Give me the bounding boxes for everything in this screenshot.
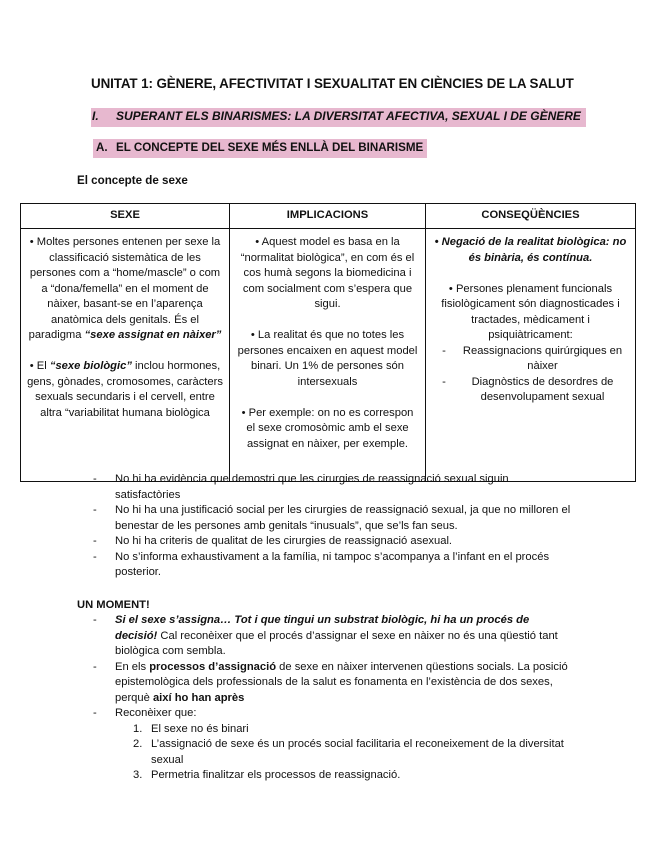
sexe-p2-lead: • El bbox=[29, 360, 50, 372]
moment-emphasis: Si el sexe s’assigna… Tot i que tingui un substrat biològic, hi ha un procés de decisió! bbox=[115, 614, 530, 642]
sexe-paragraph-2 bbox=[27, 359, 223, 421]
moment-bold: així ho han après bbox=[152, 691, 245, 704]
subsection-label: EL CONCEPTE DEL SEXE MÉS ENLLÀ DEL BINARISME bbox=[116, 141, 424, 154]
list-item-text: No hi ha una justificació social per les cirurgies de reassignació sexual, ja que no milloren el benestar de les persones amb genitals “inusuals”, que se’ls fan seus. bbox=[115, 504, 571, 532]
numbered-item bbox=[133, 737, 573, 768]
item-number: 2. bbox=[133, 738, 143, 750]
sexe-p2-text: inclou hormones, gens, gònades, cromosomes, caràcters sexuals secundaris i el cervell, entre altra “variabilitat humana biològica bbox=[27, 360, 223, 419]
list-item bbox=[93, 613, 573, 660]
numbered-item-text: Permetria finalitzar els processos de reassignació. bbox=[151, 769, 401, 781]
surgery-evidence-list bbox=[93, 472, 573, 581]
header-implicacions: IMPLICACIONS bbox=[230, 204, 426, 229]
dash-marker: - bbox=[442, 375, 446, 388]
list-item-text: Reconèixer que: bbox=[115, 707, 197, 719]
sexe-p1-emphasis: “sexe assignat en nàixer” bbox=[84, 329, 222, 341]
dash-marker: - bbox=[93, 614, 97, 626]
subsection-heading bbox=[93, 139, 427, 158]
impl-paragraph-1: • Aquest model es basa en la “normalitat biològica”, en com és el cos humà segons la biomedicina i com socialment com s’espera que sigui. bbox=[240, 236, 415, 310]
dash-marker: - bbox=[93, 473, 97, 485]
dash-marker: - bbox=[93, 707, 97, 719]
moment-bold: processos d’assignació bbox=[149, 660, 277, 673]
list-item bbox=[93, 472, 573, 503]
cons-dash-text: Reassignacions quirúrgiques en nàixer bbox=[462, 344, 623, 372]
moment-heading: UN MOMENT! bbox=[77, 599, 150, 611]
list-item-text: No hi ha criteris de qualitat de les cirurgies de reassignació asexual. bbox=[115, 535, 453, 547]
dash-marker: - bbox=[93, 504, 97, 516]
header-sexe: SEXE bbox=[21, 204, 230, 229]
cons-dash-text: Diagnòstics de desordres de desenvolupament sexual bbox=[471, 375, 614, 403]
cons-paragraph-2: • Persones plenament funcionals fisiològicament són diagnosticades i tractades, mèdicament i psiquiàtricament: bbox=[441, 282, 620, 341]
list-item-text: No s’informa exhaustivament a la família, ni tampoc s’acompanya a l’infant en el procés posterior. bbox=[115, 550, 550, 578]
list-item bbox=[93, 660, 573, 707]
numbered-item bbox=[133, 768, 573, 784]
numbered-list bbox=[133, 722, 573, 784]
section-number: I. bbox=[92, 109, 99, 123]
concept-subheading: El concepte de sexe bbox=[77, 174, 188, 187]
table-header-row bbox=[21, 204, 636, 229]
impl-paragraph-3: • Per exemple: on no es correspon el sexe cromosòmic amb el sexe assignat en nàixer, per exemple. bbox=[241, 406, 414, 450]
numbered-item-text: L’assignació de sexe és un procés social facilitaria el reconeixement de la diversitat sexual bbox=[151, 738, 564, 766]
cons-paragraph-1: • Negació de la realitat biològica: no és binària, és contínua. bbox=[434, 236, 627, 264]
dash-marker: - bbox=[93, 550, 97, 563]
dash-marker: - bbox=[93, 660, 97, 673]
moment-list bbox=[93, 613, 573, 784]
page-title: UNITAT 1: GÈNERE, AFECTIVITAT I SEXUALITAT EN CIÈNCIES DE LA SALUT bbox=[91, 76, 574, 91]
concept-table bbox=[20, 203, 636, 482]
cell-implicacions bbox=[230, 229, 426, 482]
section-heading bbox=[91, 108, 586, 127]
moment-text: En els bbox=[115, 660, 150, 673]
list-item bbox=[93, 503, 573, 534]
list-item bbox=[93, 534, 573, 550]
sexe-paragraph-1 bbox=[27, 235, 223, 344]
cons-dash-item bbox=[432, 375, 629, 406]
list-item-text: No hi ha evidència que demostri que les cirurgies de reassignació sexual siguin satisfactòries bbox=[115, 473, 509, 501]
cell-consequencies bbox=[426, 229, 636, 482]
dash-marker: - bbox=[442, 344, 446, 357]
sexe-p1-text: • Moltes persones entenen per sexe la classificació sistemàtica de les persones com a “home/mascle” o com a “dona/femella” en el moment de nàixer, basant-se en l’aparença anatòmica dels genitals. És el paradigma bbox=[28, 236, 221, 341]
numbered-item-text: El sexe no és binari bbox=[151, 722, 249, 735]
section-label: SUPERANT ELS BINARISMES: LA DIVERSITAT AFECTIVA, SEXUAL I DE GÈNERE bbox=[116, 109, 581, 123]
item-number: 1. bbox=[133, 722, 143, 735]
moment-text: de sexe en nàixer intervenen qüestions socials. La posició epistemològica dels professionals de la salut es fonamenta en l’existència de dos sexes, perquè bbox=[115, 660, 568, 704]
numbered-item bbox=[133, 722, 573, 738]
cell-sexe bbox=[21, 229, 230, 482]
moment-text: Cal reconèixer que el procés d’assignar el sexe en nàixer no és una qüestió tant biològica com sembla. bbox=[115, 629, 558, 657]
subsection-number: A. bbox=[96, 141, 108, 154]
sexe-p2-emphasis: “sexe biològic” bbox=[49, 360, 132, 372]
header-consequencies: CONSEQÜÈNCIES bbox=[426, 204, 636, 229]
item-number: 3. bbox=[133, 769, 143, 781]
table-row bbox=[21, 229, 636, 482]
list-item bbox=[93, 550, 573, 581]
dash-marker: - bbox=[93, 535, 97, 547]
list-item bbox=[93, 706, 573, 722]
list-item-text bbox=[115, 660, 573, 707]
list-item-text bbox=[115, 613, 573, 660]
cons-dash-item bbox=[432, 344, 629, 375]
impl-paragraph-2: • La realitat és que no totes les persones encaixen en aquest model binari. Un 1% de persones són intersexuals bbox=[237, 329, 418, 388]
